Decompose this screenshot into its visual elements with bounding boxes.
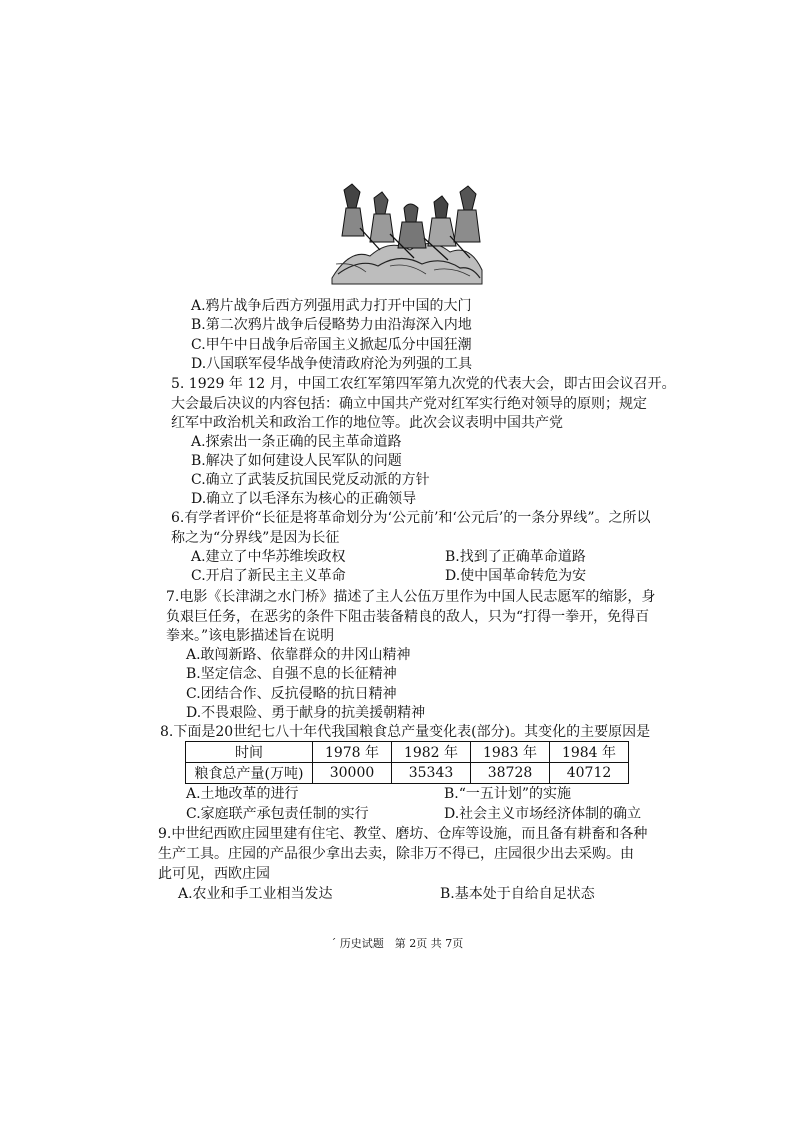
- q4-option-c: C.甲午中日战争后帝国主义掀起瓜分中国狂潮: [191, 337, 472, 353]
- table-cell: 30000: [313, 763, 392, 784]
- q5-stem-line-2: 大会最后决议的内容包括：确立中国共产党对红军实行绝对领导的原则；规定: [171, 396, 647, 412]
- q6-stem-line-1: 6.有学者评价“长征是将革命划分为‘公元前’和‘公元后’的一条分界线”。之所以: [171, 510, 651, 526]
- q6-option-d: D.使中国革命转危为安: [445, 568, 587, 584]
- q6-option-c: C.开启了新民主主义革命: [191, 568, 346, 584]
- q5-option-b: B.解决了如何建设人民军队的问题: [191, 453, 402, 469]
- q9-option-b: B.基本处于自给自足状态: [440, 886, 595, 902]
- q8-option-b: B.“一五计划”的实施: [444, 786, 572, 802]
- q5-option-c: C.确立了武装反抗国民党反动派的方针: [191, 472, 430, 488]
- q5-option-a: A.探索出一条正确的民主革命道路: [191, 434, 402, 450]
- table-header-cell: 1982 年: [392, 742, 471, 763]
- q6-option-a: A.建立了中华苏维埃政权: [191, 549, 346, 565]
- table-header-cell: 时间: [186, 742, 313, 763]
- table-header-row: [186, 742, 629, 763]
- q4-option-b: B.第二次鸦片战争后侵略势力由沿海深入内地: [191, 317, 472, 333]
- table-cell: 粮食总产量(万吨): [186, 763, 313, 784]
- q7-option-c: C.团结合作、反抗侵略的抗日精神: [186, 686, 397, 702]
- q6-stem-line-2: 称之为“分界线”是因为长征: [171, 530, 340, 546]
- q9-option-a: A.农业和手工业相当发达: [178, 886, 333, 902]
- q5-stem-line-1: 5. 1929 年 12 月，中国工农红军第四军第九次党的代表大会，即古田会议召开。: [171, 376, 676, 392]
- footer-mark: ˊ: [330, 937, 337, 950]
- q7-stem-line-3: 拳来。”该电影描述旨在说明: [166, 628, 335, 644]
- q4-option-a: A.鸦片战争后西方列强用武力打开中国的大门: [191, 298, 472, 314]
- q7-option-a: A.敢闯新路、依靠群众的井冈山精神: [186, 647, 411, 663]
- q8-option-a: A.土地改革的进行: [186, 786, 299, 802]
- q6-option-b: B.找到了正确革命道路: [445, 549, 586, 565]
- table-header-cell: 1983 年: [471, 742, 550, 763]
- q9-stem-line-2: 生产工具。庄园的产品很少拿出去卖，除非万不得已，庄园很少出去采购。由: [158, 846, 634, 862]
- q8-option-c: C.家庭联产承包责任制的实行: [186, 806, 369, 822]
- q9-stem-line-1: 9.中世纪西欧庄园里建有住宅、教堂、磨坊、仓库等设施，而且备有耕畜和各种: [158, 826, 648, 842]
- q9-stem-line-3: 此可见，西欧庄园: [158, 866, 270, 882]
- grain-output-table: [185, 741, 629, 784]
- q7-stem-line-1: 7.电影《长津湖之水门桥》描述了主人公伍万里作为中国人民志愿军的缩影，身: [166, 589, 656, 605]
- table-row: [186, 763, 629, 784]
- table-header-cell: 1984 年: [550, 742, 629, 763]
- q7-option-d: D.不畏艰险、勇于献身的抗美援朝精神: [186, 705, 426, 721]
- q7-stem-line-2: 负艰巨任务，在恶劣的条件下阻击装备精良的敌人，只为“打得一拳开，免得百: [166, 609, 650, 625]
- table-cell: 40712: [550, 763, 629, 784]
- table-cell: 35343: [392, 763, 471, 784]
- q8-option-d: D.社会主义市场经济体制的确立: [444, 806, 642, 822]
- page-footer: [0, 935, 794, 951]
- footer-page-info: 历史试题 第 2页 共 7页: [339, 937, 464, 950]
- q4-option-d: D.八国联军侵华战争使清政府沦为列强的工具: [191, 356, 473, 372]
- q8-stem: 8.下面是20世纪七八十年代我国粮食总产量变化表(部分)。其变化的主要原因是: [160, 724, 651, 740]
- q5-stem-line-3: 红军中政治机关和政治工作的地位等。此次会议表明中国共产党: [171, 415, 563, 431]
- table-cell: 38728: [471, 763, 550, 784]
- cartoon-illustration: [330, 178, 484, 286]
- table-header-cell: 1978 年: [313, 742, 392, 763]
- q7-option-b: B.坚定信念、自强不息的长征精神: [186, 666, 397, 682]
- q5-option-d: D.确立了以毛泽东为核心的正确领导: [191, 491, 417, 507]
